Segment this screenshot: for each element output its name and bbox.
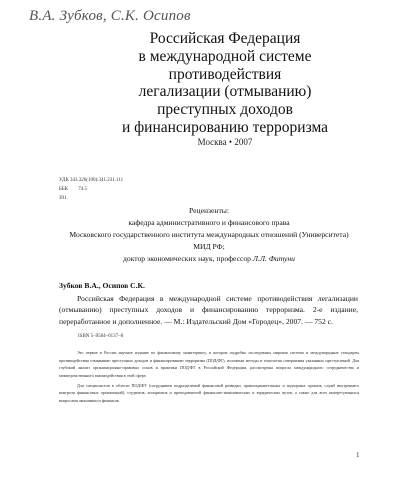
catalog-annotation: Российская Федерация в международной системе противодействия легализации (отмыванию) преступных доходов и финансированию терроризма. 2-е издание, переработанное и дополненное. — М.: Издательский Дом «Городец», 2007. — 752 с. [59, 294, 358, 326]
authors-header: В.А. Зубков, С.К. Осипов [29, 8, 191, 24]
abstract [59, 349, 359, 407]
reviewer-name: Л.Л. Фитуни [252, 254, 295, 263]
reviewer-title: доктор экономических наук, профессор [123, 254, 253, 263]
title-line: в международной системе [138, 47, 312, 65]
bbk-value: 74.5 [78, 187, 87, 192]
title-line: преступных доходов [157, 101, 293, 119]
reviewers-block [59, 205, 359, 265]
page-number: 1 [356, 451, 360, 459]
abstract-paragraph: Для специалистов в области ПОД/ФТ (сотрудников подразделений финансовой разведки, правоохранительных и надзорных органов, служб внутреннего контроля финансовых организаций), студентов, аспирантов и преподавателей финансово-экономических и юридических вузов, а также для всех интересующихся вопросами экономики и финансов. [59, 382, 359, 404]
title-line: легализации (отмыванию) [138, 83, 312, 101]
city-year: Москва • 2007 [197, 137, 253, 147]
bbk-label: ББК [59, 187, 69, 192]
bbk-code [59, 185, 123, 194]
udk-code: УДК 343.326(100):341.231.111 [59, 178, 124, 183]
title-line: и финансированию терроризма [121, 118, 329, 136]
reviewers-heading: Рецензенты: [189, 206, 229, 215]
book-title [100, 30, 350, 137]
reviewer-line: МИД РФ; [193, 242, 225, 251]
author-sign: З91 [59, 196, 67, 201]
classification-codes [59, 176, 123, 203]
reviewer-line: Московского государственного института международных отношений (Университета) [69, 230, 349, 239]
reviewer-line [59, 253, 359, 265]
reviewer-line: кафедра административного и финансового права [128, 218, 290, 227]
isbn: ISBN 5–9584–0137–8 [78, 334, 124, 339]
title-line: Российская Федерация [149, 30, 301, 47]
catalog-author-line: Зубков В.А., Осипов С.К. [59, 281, 145, 290]
title-line: противодействия [168, 65, 282, 83]
abstract-paragraph: Это первое в России научное издание по финансовому мониторингу, в котором подробно исследованы мировая система и международные стандарты противодействия отмыванию преступных доходов и финансированию терроризма (ПОД/ФТ), изложены методы и типология совершения указанных преступлений. Для глубокий анализ организационно-правовых основ и практики ПОД/ФТ в Российской Федерации, рассмотрены вопросы международного сотрудничества и межведомственного взаимодействия в этой сфере. [59, 350, 359, 378]
